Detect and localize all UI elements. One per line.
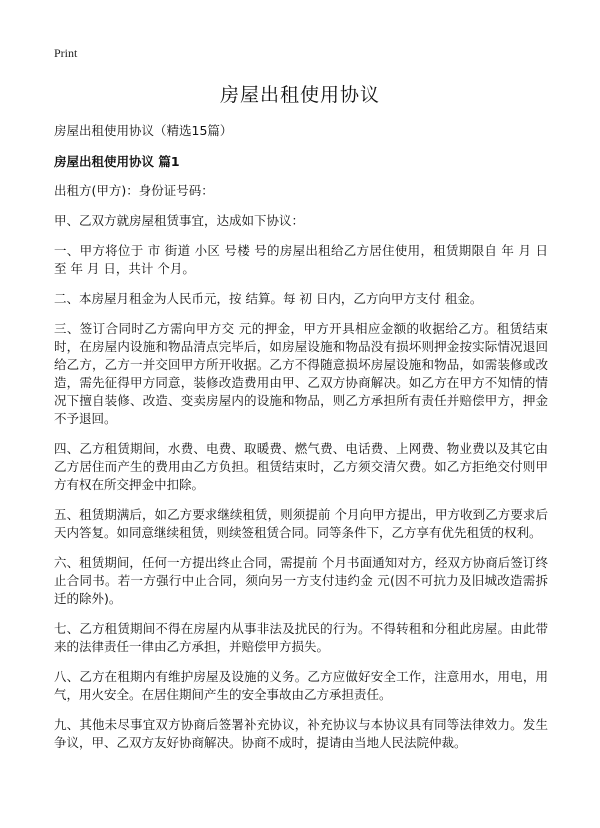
paragraph-clause-9: 九、其他未尽事宜双方协商后签署补充协议，补充协议与本协议具有同等法律效力。发生争议，甲、乙双方友好协商解决。协商不成时，提请由当地人民法院仲裁。 [54, 717, 548, 750]
paragraph-clause-7: 七、乙方租赁期间不得在房屋内从事非法及扰民的行为。不得转租和分租此房屋。由此带来的法律责任一律由乙方承担，并赔偿甲方损失。 [54, 621, 548, 654]
section-heading: 房屋出租使用协议 篇1 [54, 154, 180, 169]
paragraph-clause-6: 六、租赁期间，任何一方提出终止合同，需提前 个月书面通知对方，经双方协商后签订终止合同书。若一方强行中止合同，须向另一方支付违约金 元(因不可抗力及旧城改造需拆迁的除外)。 [54, 555, 548, 606]
document-title: 房屋出租使用协议 [219, 84, 380, 106]
paragraph-clause-8: 八、乙方在租期内有维护房屋及设施的义务。乙方应做好安全工作，注意用水，用电，用气，用火安全。在居住期间产生的安全事故由乙方承担责任。 [54, 669, 548, 702]
print-label: Print [54, 46, 78, 60]
paragraph-clause-2: 二、本房屋月租金为人民币元，按 结算。每 初 日内，乙方向甲方支付 租金。 [54, 291, 483, 306]
paragraph-clause-5: 五、租赁期满后，如乙方要求继续租赁，则须提前 个月向甲方提出，甲方收到乙方要求后 天内答复。如同意继续租赁，则续签租赁合同。同等条件下，乙方享有优先租赁的权利。 [54, 507, 548, 540]
paragraph-clause-3: 三、签订合同时乙方需向甲方交 元的押金，甲方开具相应金额的收据给乙方。租赁结束时，在房屋内设施和物品清点完毕后，如房屋设施和物品没有损坏则押金按实际情况退回给乙方，乙方一并交回甲方所开收据。乙方不得随意损坏房屋设施和物品，如需装修或改造，需先征得甲方同意，装修改造费用由甲、乙双方协商解决。如乙方在甲方不知情的情况下擅自装修、改造、变卖房屋内的设施和物品，则乙方承担所有责任并赔偿甲方，押金不予退回。 [54, 321, 548, 426]
document-subtitle: 房屋出租使用协议（精选15篇） [54, 123, 233, 138]
paragraph-agreement-intro: 甲、乙双方就房屋租赁事宜，达成如下协议： [54, 213, 305, 228]
paragraph-clause-1: 一、甲方将位于 市 街道 小区 号楼 号的房屋出租给乙方居住使用，租赁期限自 年 月 日至 年 月 日，共计 个月。 [54, 243, 548, 276]
paragraph-clause-4: 四、乙方租赁期间，水费、电费、取暖费、燃气费、电话费、上网费、物业费以及其它由乙方居住而产生的费用由乙方负担。租赁结束时，乙方须交清欠费。如乙方拒绝交付则甲方有权在所交押金中扣除。 [54, 441, 548, 492]
paragraph-lessor: 出租方(甲方)：身份证号码： [54, 183, 214, 198]
document-body [54, 182, 548, 764]
